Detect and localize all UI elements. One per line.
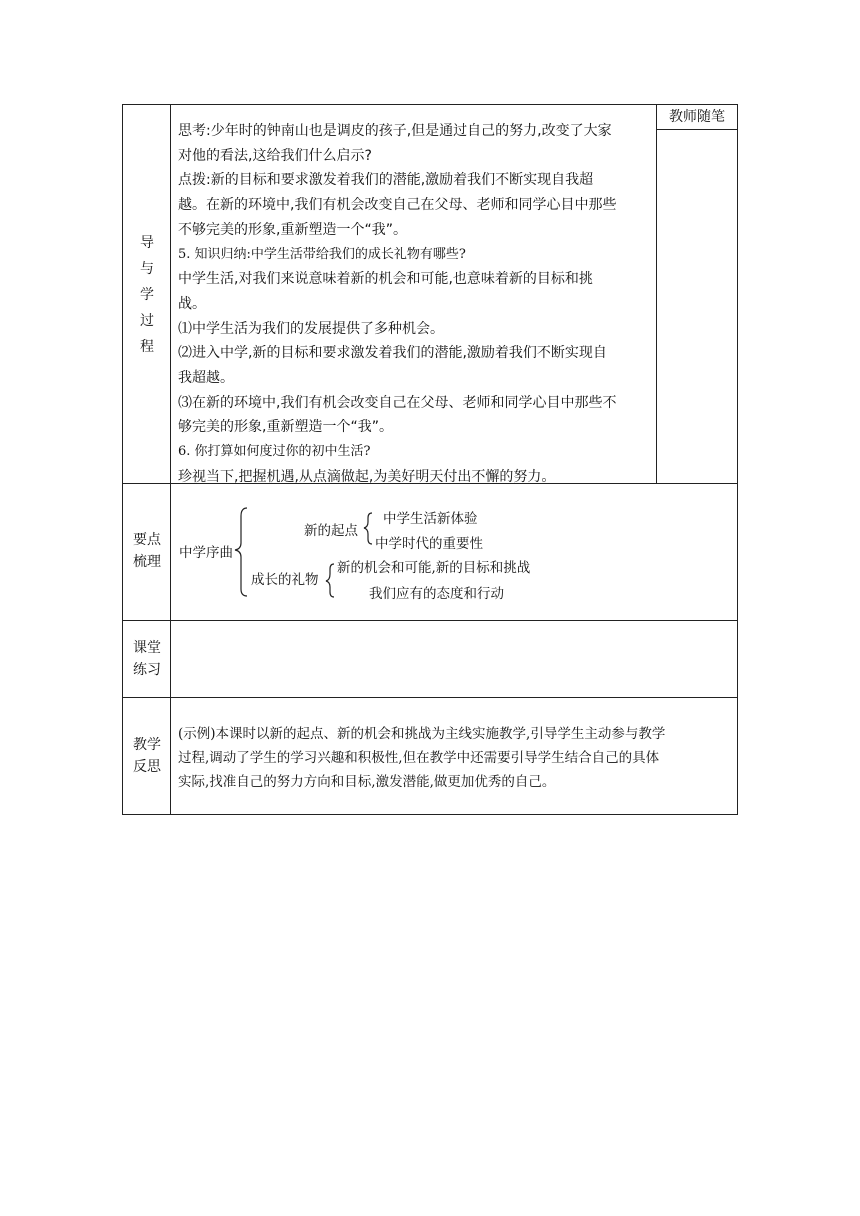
process-line: 5. 知识归纳:中学生活带给我们的成长礼物有哪些? [178,246,466,262]
knowledge-outline [171,483,737,621]
outline-row-label: 要点 梳理 [133,532,161,570]
outline-leaf: 新的机会和可能,新的目标和挑战 [337,560,531,576]
practice-row-label: 课堂 练习 [133,640,161,678]
reflection-line: 过程,调动了学生的学习兴趣和积极性,但在教学中还需要引导学生结合自己的具体 [178,750,660,766]
outline-branch-growth-gift: 成长的礼物 [251,572,319,588]
process-line: 中学生活,对我们来说意味着新的机会和可能,也意味着新的目标和挑 [178,271,593,288]
label-column-divider [170,105,171,814]
process-line: ⑴中学生活为我们的发展提供了多种机会。 [178,320,444,337]
process-line: 够完美的形象,重新塑造一个“我”。 [178,419,393,436]
branch2-brace [326,564,334,597]
process-line: 对他的看法,这给我们什么启示? [178,147,372,164]
root-brace [235,508,247,596]
process-line: ⑶在新的环境中,我们有机会改变自己在父母、老师和同学心目中那些不 [178,394,617,411]
reflection-content [178,722,733,794]
process-line: 点拨:新的目标和要求激发着我们的潜能,激励着我们不断实现自我超 [178,172,594,189]
process-line: 我超越。 [178,370,234,387]
row-divider-3 [123,697,737,698]
teacher-notes-header: 教师随笔 [657,105,737,130]
outline-leaf: 我们应有的态度和行动 [369,586,504,602]
outline-leaf: 中学生活新体验 [383,511,478,527]
process-line: 不够完美的形象,重新塑造一个“我”。 [178,221,407,238]
reflection-line: (示例)本课时以新的起点、新的机会和挑战为主线实施教学,引导学生主动参与教学 [178,726,666,742]
outline-root: 中学序曲 [179,545,233,561]
process-line: 6. 你打算如何度过你的初中生活? [178,444,371,460]
process-line: 越。在新的环境中,我们有机会改变自己在父母、老师和同学心目中那些 [178,197,617,214]
process-content [178,119,654,490]
reflection-line: 实际,找准自己的努力方向和目标,激发潜能,做更加优秀的自己。 [178,774,556,790]
branch1-brace [364,513,372,544]
process-line: 思考:少年时的钟南山也是调皮的孩子,但是通过自己的努力,改变了大家 [178,123,612,139]
process-line: ⑵进入中学,新的目标和要求激发着我们的潜能,激励着我们不断实现自 [178,345,607,362]
reflection-row-label: 教学 反思 [133,737,161,775]
outline-branch-new-start: 新的起点 [304,523,358,539]
notes-column-divider [656,105,657,483]
lesson-plan-table [122,104,738,815]
process-line: 战。 [178,295,206,312]
process-line: 珍视当下,把握机遇,从点滴做起,为美好明天付出不懈的努力。 [178,468,556,485]
outline-leaf: 中学时代的重要性 [375,536,483,552]
process-row-label: 导 与 学 过 程 [140,235,154,355]
